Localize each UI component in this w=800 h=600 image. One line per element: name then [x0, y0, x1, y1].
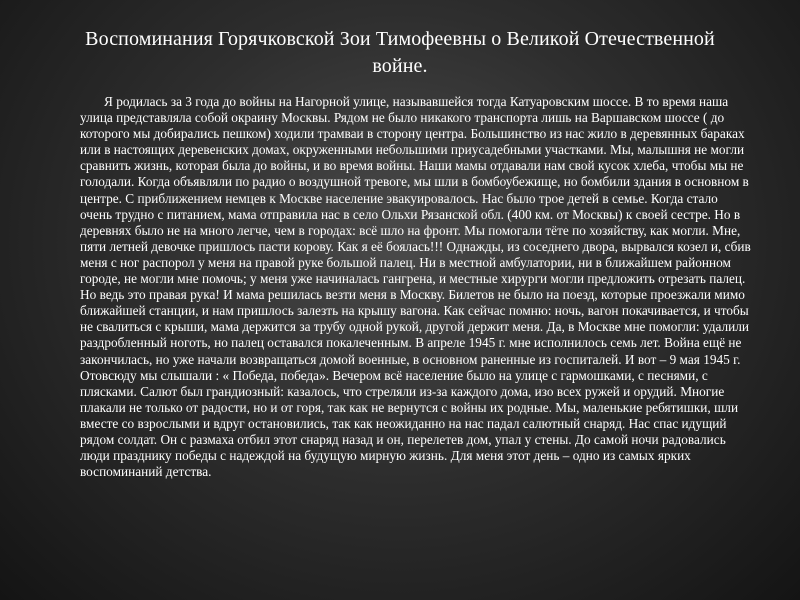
memoir-text: Я родилась за 3 года до войны на Нагорной улице, называвшейся тогда Катуаровским шоссе. В то время наша улица представляла собой окраину Москвы. Рядом не было никакого транспорта лишь на Варшавском шоссе ( до которого мы добирались пешком) ходили трамваи в сторону центра. Большинство из нас жило в деревянных бараках или в настоящих деревенских домах, окруженными небольшими приусадебными участками. Мы, малышня не могли сравнить жизнь, которая была до войны, и во время войны. Наши мамы отдавали нам свой кусок хлеба, чтобы мы не голодали. Когда объявляли по радио о воздушной тревоге, мы шли в бомбоубежище, но бомбили здания в основном в центре. С приближением немцев к Москве население эвакуировалось. Нас было трое детей в семье. Когда стало очень трудно с питанием, мама отправила нас в село Ольхи Рязанской обл. (400 км. от Москвы) к своей сестре. Но в деревнях было не на много легче, чем в городах: всё шло на фронт. Мы помогали тёте по хозяйству, как могли. Мне, пяти летней девочке пришлось пасти корову. Как я её боялась!!! Однажды, из соседнего двора, вырвался козел и, сбив меня с ног распорол у меня на правой руке большой палец. Ни в местной амбулатории, ни в ближайшем районном городе, не могли мне помочь; у меня уже начиналась гангрена, и местные хирурги могли предложить отрезать палец. Но ведь это правая рука! И мама решилась везти меня в Москву. Билетов не было на поезд, которые проезжали мимо ближайшей станции, и нам пришлось залезть на крышу вагона. Как сейчас помню: ночь, вагон покачивается, и чтобы не свалиться с крыши, мама держится за трубу одной рукой, другой держит меня. Да, в Москве мне помогли: удалили раздробленный ноготь, но палец оставался покалеченным. В апреле 1945 г. мне исполнилось семь лет. Война ещё не закончилась, но уже начали возвращаться домой военные, в основном раненные из госпиталей. И вот – 9 мая 1945 г. Отовсюду мы слышали : « Победа, победа». Вечером всё население было на улице с гармошками, с песнями, с плясками. Салют был грандиозный: казалось, что стреляли из-за каждого дома, изо всех ружей и орудий. Многие плакали не только от радости, но и от горя, так как не вернутся с войны их родные. Мы, маленькие ребятишки, шли вместе со взрослыми и вдруг остановились, так как неожиданно на нас падал салютный снаряд. Нас спас идущий рядом солдат. Он с размаха отбил этот снаряд назад и он, перелетев дом, упал у стены. До самой ночи радовались люди празднику победы с надеждой на будущую мирную жизнь. Для меня этот день – одно из самых ярких воспоминаний детства.: [80, 94, 751, 480]
slide-title: Воспоминания Горячковской Зои Тимофеевны о Великой Отечественной войне.: [85, 28, 715, 77]
